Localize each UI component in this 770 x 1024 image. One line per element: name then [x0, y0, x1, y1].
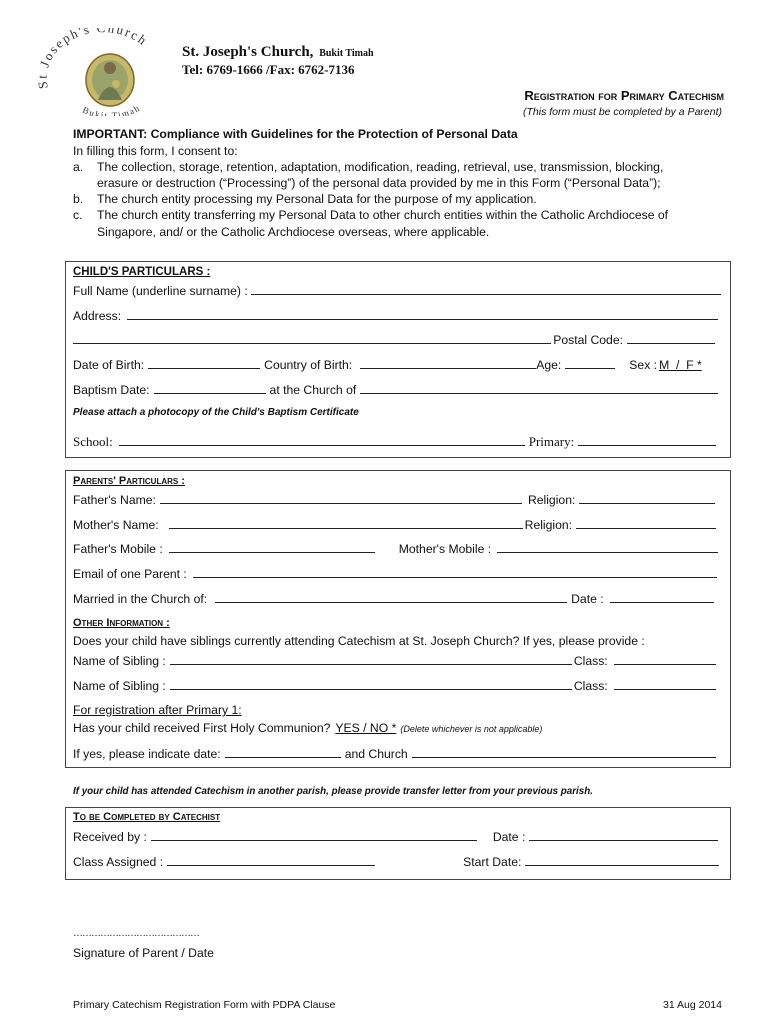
married-date-label: Date :	[571, 592, 604, 606]
pdpa-item-a-line2: erasure or destruction (“Processing”) of the personal data provided by me in this Form (“Personal Data”);	[97, 176, 661, 190]
mother-religion-field[interactable]	[576, 518, 716, 529]
married-date-field[interactable]	[610, 592, 714, 603]
form-subtitle: (This form must be completed by a Parent)	[523, 106, 722, 118]
pdpa-item-c-line2: Singapore, and/ or the Catholic Archdiocese overseas, where applicable.	[97, 225, 490, 239]
age-label: Age:	[536, 358, 562, 372]
catechist-heading: To be Completed by Catechist	[73, 811, 221, 823]
baptism-church-field[interactable]	[360, 383, 718, 394]
married-church-field[interactable]	[215, 592, 567, 603]
email-field[interactable]	[193, 567, 717, 578]
signature-label: Signature of Parent / Date	[73, 946, 214, 960]
communion-church-label: and Church	[344, 747, 408, 761]
pdpa-item-b-line1: The church entity processing my Personal Data for the purpose of my application.	[97, 192, 537, 206]
sibling-class-field-1[interactable]	[614, 654, 716, 665]
church-location: Bukit Timah	[319, 48, 374, 59]
parents-section-heading: Parents' Particulars :	[73, 475, 185, 487]
address-field-line1[interactable]	[127, 309, 718, 320]
siblings-question: Does your child have siblings currently attending Catechism at St. Joseph Church? If yes, please provide :	[73, 634, 645, 648]
church-logo	[30, 28, 172, 116]
country-of-birth-field[interactable]	[360, 358, 536, 369]
communion-question: Has your child received First Holy Communion?	[73, 721, 331, 735]
class-assigned-field[interactable]	[167, 855, 375, 866]
email-row	[73, 567, 717, 581]
father-religion-label: Religion:	[527, 493, 576, 507]
sibling-name-field-1[interactable]	[170, 654, 572, 665]
communion-date-label: If yes, please indicate date:	[73, 747, 221, 761]
father-mobile-label: Father's Mobile :	[73, 542, 163, 556]
at-church-label: at the Church of	[269, 383, 357, 397]
sibling-row-2	[73, 679, 716, 693]
footer-date: 31 Aug 2014	[663, 999, 722, 1011]
pdpa-item-c-line1: The church entity transferring my Personal Data to other church entities within the Catholic Archdiocese of	[97, 208, 669, 222]
svg-text:St Joseph's Church: St Joseph's hurch	[34, 28, 151, 90]
received-by-field[interactable]	[151, 830, 477, 841]
father-mobile-field[interactable]	[169, 542, 375, 553]
father-religion-field[interactable]	[579, 493, 715, 504]
address-label: Address:	[73, 309, 122, 323]
received-date-field[interactable]	[529, 830, 718, 841]
primary-field[interactable]	[578, 435, 716, 446]
after-primary1-heading: For registration after Primary 1:	[73, 703, 242, 717]
school-label: School:	[73, 434, 113, 449]
sibling-class-field-2[interactable]	[614, 679, 716, 690]
pdpa-heading: IMPORTANT: Compliance with Guidelines for the Protection of Personal Data	[73, 127, 518, 141]
form-title: Registration for Primary Catechism	[524, 88, 724, 103]
received-by-row	[73, 830, 718, 844]
communion-church-field[interactable]	[412, 747, 716, 758]
father-name-row	[73, 493, 715, 507]
svg-text:Bukit Timah: Bukit Timah	[81, 102, 143, 116]
sibling-name-field-2[interactable]	[170, 679, 572, 690]
baptism-date-field[interactable]	[154, 383, 266, 394]
full-name-label: Full Name (underline surname) :	[73, 284, 248, 298]
full-name-field[interactable]	[251, 284, 721, 295]
married-row	[73, 592, 714, 606]
mother-religion-label: Religion:	[524, 518, 573, 532]
married-church-label: Married in the Church of:	[73, 592, 208, 606]
communion-yes-no[interactable]: YES / NO *	[335, 721, 397, 735]
address-field-line2[interactable]	[73, 333, 551, 344]
father-name-label: Father's Name:	[73, 493, 156, 507]
child-section-heading: CHILD'S PARTICULARS :	[73, 266, 211, 278]
sex-options[interactable]: M / F *	[659, 358, 702, 372]
mother-name-field[interactable]	[169, 518, 523, 529]
sibling-row-1	[73, 654, 716, 668]
baptism-row	[73, 383, 718, 397]
start-date-field[interactable]	[525, 855, 719, 866]
dob-label: Date of Birth:	[73, 358, 145, 372]
age-field[interactable]	[565, 358, 615, 369]
mother-name-row	[73, 518, 716, 532]
mother-mobile-field[interactable]	[497, 542, 718, 553]
class-assigned-label: Class Assigned :	[73, 855, 164, 869]
communion-date-field[interactable]	[225, 747, 341, 758]
sibling-name-label: Name of Sibling :	[73, 654, 166, 668]
postal-code-field[interactable]	[627, 333, 715, 344]
start-date-label: Start Date:	[463, 855, 522, 869]
mother-name-label: Mother's Name:	[73, 518, 159, 532]
school-field[interactable]	[119, 435, 525, 446]
footer-title: Primary Catechism Registration Form with PDPA Clause	[73, 999, 336, 1011]
address-row-2	[73, 333, 715, 347]
sibling-class-label: Class:	[573, 654, 608, 668]
sibling-name-label: Name of Sibling :	[73, 679, 166, 693]
school-row	[73, 434, 716, 450]
mobile-row	[73, 542, 718, 556]
dob-field[interactable]	[148, 358, 260, 369]
postal-code-label: Postal Code:	[553, 333, 623, 347]
pdpa-item-a-marker: a.	[73, 160, 84, 174]
email-label: Email of one Parent :	[73, 567, 187, 581]
transfer-note: If your child has attended Catechism in another parish, please provide transfer letter from your previous parish.	[73, 786, 593, 797]
full-name-row	[73, 284, 721, 298]
sibling-class-label: Class:	[573, 679, 608, 693]
country-of-birth-label: Country of Birth:	[264, 358, 353, 372]
church-contact: Tel: 6769-1666 /Fax: 6762-7136	[182, 62, 355, 77]
church-name: St. Joseph's Church, Bukit Timah	[182, 44, 374, 60]
address-row	[73, 309, 718, 323]
pdpa-item-a-line1: The collection, storage, retention, adaptation, modification, reading, retrieval, use, transmission, blocking,	[97, 160, 664, 174]
pdpa-item-c-marker: c.	[73, 208, 83, 222]
baptism-certificate-note: Please attach a photocopy of the Child's Baptism Certificate	[73, 407, 359, 418]
pdpa-intro: In filling this form, I consent to:	[73, 144, 238, 158]
communion-date-row	[73, 747, 716, 761]
sex-label: Sex :	[629, 358, 658, 372]
received-date-label: Date :	[492, 830, 526, 844]
delete-note: (Delete whichever is not applicable)	[400, 724, 543, 734]
class-assigned-row	[73, 855, 719, 869]
received-by-label: Received by :	[73, 830, 147, 844]
other-info-heading: Other Information :	[73, 617, 170, 629]
baptism-date-label: Baptism Date:	[73, 383, 150, 397]
signature-line[interactable]: ……………………………………	[73, 928, 199, 939]
pdpa-item-b-marker: b.	[73, 192, 84, 206]
mother-mobile-label: Mother's Mobile :	[398, 542, 492, 556]
dob-row	[73, 358, 702, 372]
communion-row	[73, 721, 542, 735]
father-name-field[interactable]	[160, 493, 522, 504]
primary-label: Primary:	[528, 434, 575, 449]
